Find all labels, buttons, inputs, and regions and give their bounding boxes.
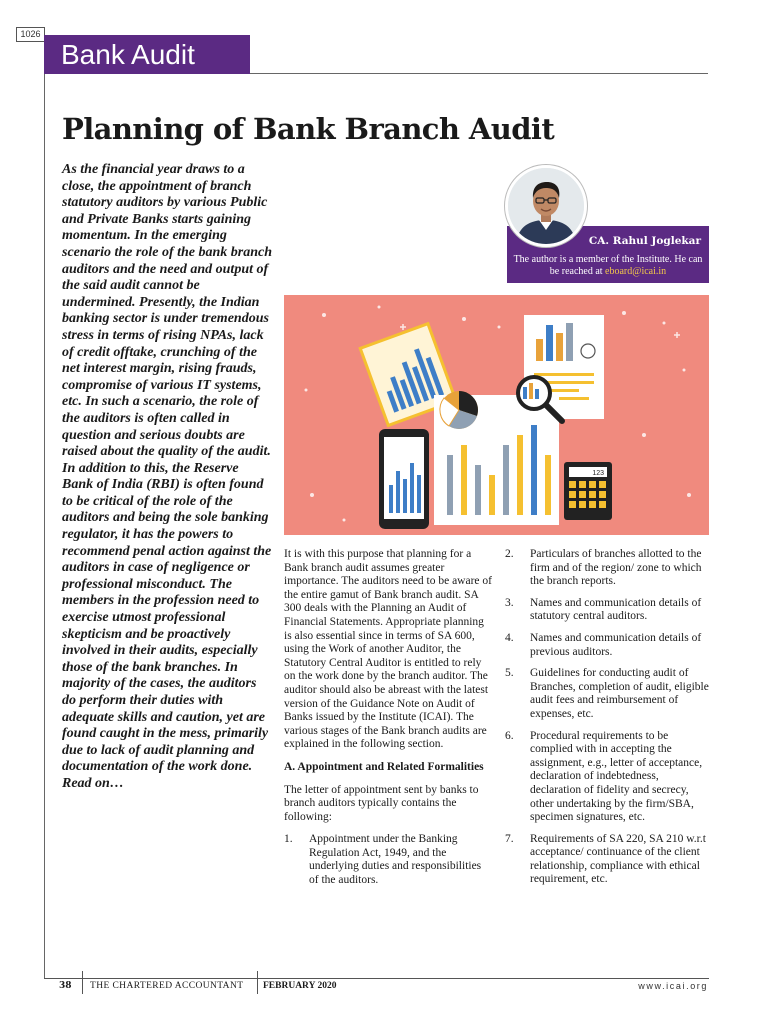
list-text: Particulars of branches allotted to the firm and of the region/ zone to which the branch reports. bbox=[530, 548, 702, 588]
footer-issue-month: FEBRUARY 2020 bbox=[263, 981, 337, 991]
author-note-text: The author is a member of the Institute. He can be reached at bbox=[513, 254, 703, 277]
list-number: 6. bbox=[505, 729, 514, 742]
person-icon bbox=[508, 168, 584, 244]
list-number: 4. bbox=[505, 631, 514, 644]
list-item bbox=[505, 833, 709, 887]
list-item bbox=[505, 597, 709, 624]
section-subheading: A. Appointment and Related Formalities bbox=[284, 760, 484, 773]
body-paragraph: The letter of appointment sent by banks to branch auditors typically contains the following: bbox=[284, 783, 479, 823]
top-divider bbox=[250, 73, 708, 74]
audit-illustration bbox=[284, 295, 709, 535]
list-item bbox=[505, 548, 709, 589]
left-divider bbox=[44, 74, 45, 978]
list-text: Appointment under the Banking Regulation Act, 1949, and the underlying duties and responsibilities of the auditors. bbox=[309, 833, 482, 887]
list-item bbox=[505, 667, 709, 721]
footer-website-link[interactable]: www.icai.org bbox=[638, 981, 708, 991]
list-text: Requirements of SA 220, SA 210 w.r.t acceptance/ continuance of the client relationship, compliance with ethical requirement, etc. bbox=[530, 832, 706, 886]
footer-separator bbox=[257, 971, 258, 994]
list-number: 1. bbox=[284, 833, 293, 846]
footer-page-number: 38 bbox=[59, 981, 72, 991]
body-column-right bbox=[505, 548, 709, 895]
footer-journal-name: THE CHARTERED ACCOUNTANT bbox=[90, 981, 244, 991]
author-note bbox=[507, 254, 709, 278]
list-text: Names and communication details of statutory central auditors. bbox=[530, 596, 702, 623]
list-number: 7. bbox=[505, 832, 514, 845]
list-number: 3. bbox=[505, 596, 514, 609]
list-item bbox=[284, 833, 492, 887]
article-title: Planning of Bank Branch Audit bbox=[62, 112, 555, 146]
list-text: Names and communication details of previous auditors. bbox=[530, 631, 702, 658]
section-tab: Bank Audit bbox=[44, 35, 250, 74]
body-column-middle bbox=[284, 548, 492, 888]
calculator-display: 123 bbox=[592, 470, 604, 477]
author-email-link[interactable]: eboard@icai.in bbox=[605, 266, 667, 277]
list-item bbox=[505, 632, 709, 659]
folio-number: 1026 bbox=[16, 27, 45, 42]
footer-separator bbox=[82, 971, 83, 994]
author-name: CA. Rahul Joglekar bbox=[588, 235, 701, 247]
list-number: 2. bbox=[505, 548, 514, 560]
body-paragraph: It is with this purpose that planning for a Bank branch audit assumes greater importance. The auditors need to be aware of the entire gamut of Bank branch audit. SA 300 deals with the Planning an Audit of Financial Statements. Appropriate planning is also essential since in terms of SA 600, using the Work of another Auditor, the Statutory Central Auditor is entitled to rely on the work done by the branch auditor. The auditor should also be abreast with the latest version of the Guidance Note on Audit of Banks issued by the Institute (ICAI). The various stages of the Bank branch audits are explained in the following section. bbox=[284, 548, 492, 751]
list-item bbox=[505, 730, 709, 825]
list-number: 5. bbox=[505, 667, 514, 680]
list-text: Guidelines for conducting audit of Branches, completion of audit, eligible audit fees and reimbursement of expenses, etc. bbox=[530, 667, 709, 720]
list-text: Procedural requirements to be complied with in accepting the assignment, e.g., letter of acceptance, declaration of indebtedness, declaration of fidelity and secrecy, other undertaking by the firm/SBA, specimen signatures, etc. bbox=[530, 729, 703, 824]
footer-divider bbox=[44, 978, 709, 979]
intro-text: As the financial year draws to a close, the appointment of branch statutory auditors by various Public and Private Banks starts gaining momentum. In the emerging scenario the role of the bank branch auditors and the need and output of the said audit cannot be undermined. Presently, the Indian banking sector is under tremendous stress in terms of rising NPAs, lack of credit offtake, crunching of the net interest margin, rising frauds, compromise of various IT systems, etc. In such a scenario, the role of the auditors is often called in question and serious doubts are raised about the quality of the audit. In addition to this, the Reserve Bank of India (RBI) is often found to be critical of the role of the auditors and being the sole banking regulator, it has the powers to recommend penal action against the auditors in case of negligence or professional misconduct. The members in the profession need to exercise utmost professional skepticism and be proactively involved in their audits, especially those of the bank branches. In majority of the cases, the auditors do perform their duties with adequate skills and caution, yet are found caught in the mess, primarily due to lack of audit planning and documentation of the work done. Read on… bbox=[62, 162, 273, 791]
